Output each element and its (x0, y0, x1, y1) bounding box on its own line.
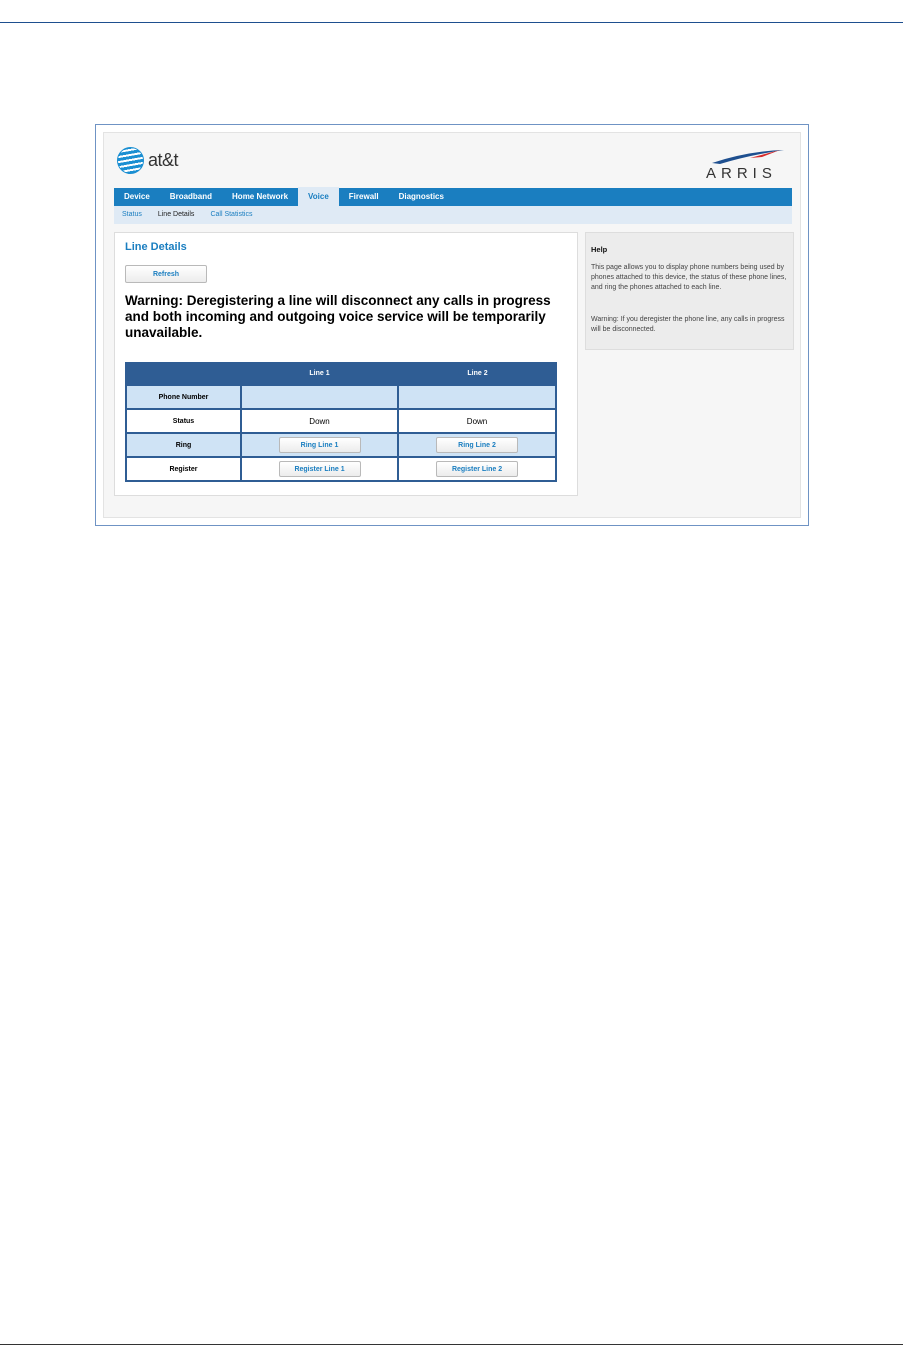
help-title: Help (591, 245, 608, 254)
arris-swoosh-icon (710, 149, 786, 165)
att-logo-text: at&t (148, 150, 179, 170)
register-label: Register (125, 457, 241, 482)
subtab-line-details[interactable]: Line Details (157, 211, 195, 218)
arris-logo (706, 149, 786, 185)
main-nav (114, 188, 792, 206)
subtab-status[interactable]: Status (122, 211, 142, 218)
status-line1: Down (241, 409, 398, 433)
table-row-status (125, 409, 557, 433)
help-panel (585, 232, 794, 350)
att-logo (117, 147, 178, 174)
register-line1-button[interactable]: Register Line 1 (279, 461, 361, 477)
ring-label: Ring (125, 433, 241, 457)
ring-line1-cell (241, 433, 398, 457)
arris-logo-text: ARRIS (706, 165, 777, 182)
ring-line2-button[interactable]: Ring Line 2 (436, 437, 518, 453)
line-details-table (125, 362, 557, 482)
register-line2-cell (398, 457, 557, 482)
table-header-line1: Line 1 (241, 362, 398, 385)
table-header-line2: Line 2 (398, 362, 557, 385)
footer-rule (0, 1344, 903, 1345)
screenshot-frame (95, 124, 809, 526)
register-line1-cell (241, 457, 398, 482)
help-warning: Warning: If you deregister the phone line, any calls in progress will be disconnected. (591, 316, 785, 333)
ring-line1-button[interactable]: Ring Line 1 (279, 437, 361, 453)
page-title: Line Details (125, 241, 187, 253)
router-web-ui (103, 132, 801, 518)
line-details-panel (114, 232, 578, 496)
deregister-warning: Warning: Deregistering a line will disconnect any calls in progress and both incoming and outgoing voice service will be temporarily unavailable. (125, 293, 551, 340)
refresh-button[interactable]: Refresh (125, 265, 207, 283)
help-paragraph: This page allows you to display phone numbers being used by phones attached to this device, the status of these phone lines, and ring the phones attached to each line. (591, 264, 787, 291)
ring-line2-cell (398, 433, 557, 457)
tab-diagnostics[interactable]: Diagnostics (398, 192, 444, 201)
header-rule (0, 22, 903, 23)
tab-voice[interactable]: Voice (298, 187, 339, 206)
table-header-corner (125, 362, 241, 385)
table-row-ring (125, 433, 557, 457)
sub-nav (114, 206, 792, 224)
register-line2-button[interactable]: Register Line 2 (436, 461, 518, 477)
phone-number-label: Phone Number (125, 385, 241, 409)
phone-number-line2 (398, 385, 557, 409)
subtab-call-statistics[interactable]: Call Statistics (210, 211, 253, 218)
att-globe-icon (117, 147, 144, 174)
tab-broadband[interactable]: Broadband (169, 192, 213, 201)
tab-home-network[interactable]: Home Network (232, 192, 289, 201)
table-row-phone-number (125, 385, 557, 409)
status-line2: Down (398, 409, 557, 433)
phone-number-line1 (241, 385, 398, 409)
tab-firewall[interactable]: Firewall (348, 192, 379, 201)
status-label: Status (125, 409, 241, 433)
table-row-register (125, 457, 557, 482)
tab-device[interactable]: Device (124, 192, 150, 201)
